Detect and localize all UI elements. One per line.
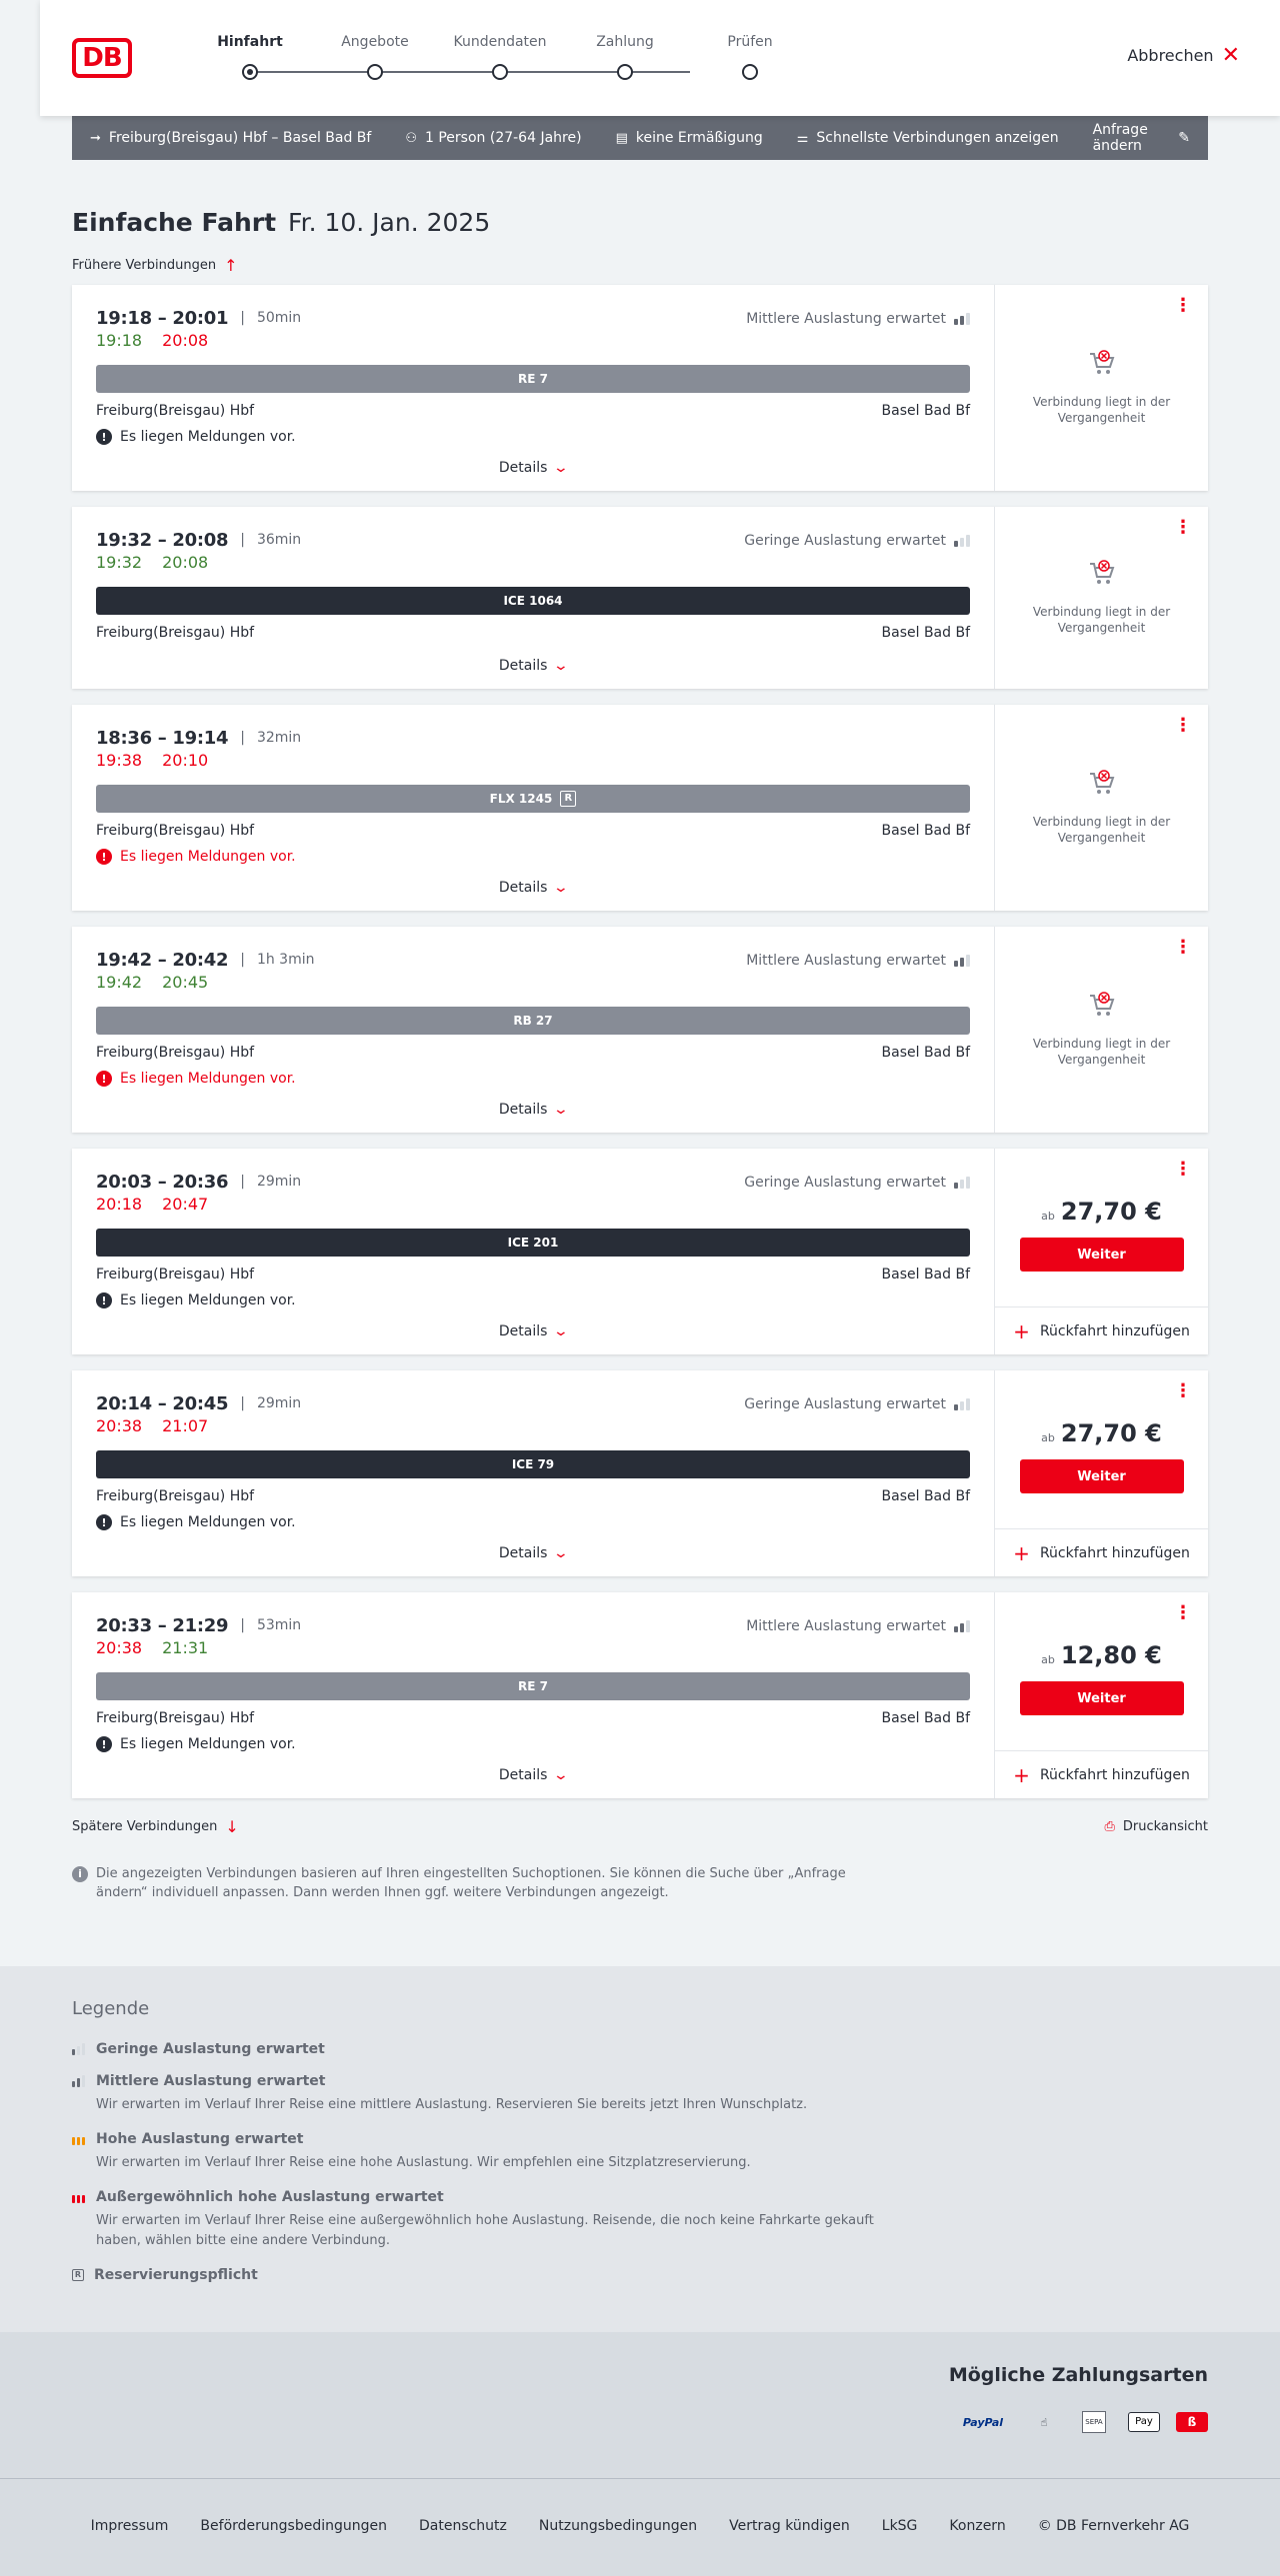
from-station: Freiburg(Breisgau) Hbf bbox=[96, 625, 255, 641]
load-indicator bbox=[744, 533, 970, 549]
plus-icon: + bbox=[1013, 1540, 1030, 1565]
passengers-text: 1 Person (27-64 Jahre) bbox=[425, 130, 582, 146]
step-pruefen[interactable] bbox=[680, 34, 820, 80]
train-bar[interactable] bbox=[96, 365, 970, 393]
connection-card[interactable] bbox=[72, 285, 1208, 491]
messages-text: Es liegen Meldungen vor. bbox=[120, 429, 296, 445]
separator: | bbox=[240, 1174, 245, 1190]
train-name: RE 7 bbox=[518, 372, 548, 386]
realtime-row bbox=[96, 973, 970, 995]
planned-times: 19:18 – 20:01 bbox=[96, 307, 229, 329]
load-text: Geringe Auslastung erwartet bbox=[744, 1175, 946, 1191]
offer-panel bbox=[994, 705, 1208, 911]
extreme-load-icon bbox=[72, 2191, 86, 2203]
messages-notice bbox=[96, 1069, 970, 1089]
load-text: Mittlere Auslastung erwartet bbox=[746, 1618, 946, 1634]
chevron-down-icon: ⌄ bbox=[553, 880, 570, 896]
to-station: Basel Bad Bf bbox=[881, 1267, 970, 1283]
load-text: Mittlere Auslastung erwartet bbox=[746, 953, 946, 969]
train-bar[interactable] bbox=[96, 1672, 970, 1700]
step-label: Zahlung bbox=[596, 34, 654, 50]
duration: 36min bbox=[256, 532, 302, 548]
footer-link-nutzungsbedingungen[interactable]: Nutzungsbedingungen bbox=[538, 2517, 698, 2534]
planned-times: 20:03 – 20:36 bbox=[96, 1171, 229, 1193]
info-icon: i bbox=[72, 1866, 88, 1882]
details-toggle[interactable] bbox=[96, 1320, 970, 1342]
chevron-down-icon: ⌄ bbox=[553, 1323, 570, 1339]
more-options-icon[interactable]: ⋮ bbox=[1174, 1159, 1192, 1180]
train-name: ICE 1064 bbox=[503, 594, 563, 608]
print-view-link[interactable] bbox=[1104, 1819, 1208, 1834]
legend-item-desc: Wir erwarten im Verlauf Ihrer Reise eine außergewöhnlich hohe Auslastung. Reisende, die noch keine Fahrkarte gekauft haben, wählen bitte eine andere Verbindung. bbox=[96, 2213, 874, 2248]
apple-pay-text: Pay bbox=[1128, 2412, 1160, 2432]
chevron-down-icon: ⌄ bbox=[553, 1102, 570, 1118]
print-label: Druckansicht bbox=[1122, 1818, 1208, 1834]
stations-row bbox=[96, 1710, 970, 1730]
messages-text: Es liegen Meldungen vor. bbox=[120, 1071, 296, 1087]
pencil-icon: ✎ bbox=[1178, 130, 1190, 146]
arrow-up-icon: ↑ bbox=[224, 255, 238, 275]
footer-copyright: © DB Fernverkehr AG bbox=[1037, 2517, 1190, 2534]
chevron-down-icon: ⌄ bbox=[553, 1767, 570, 1783]
low-load-icon bbox=[954, 1177, 970, 1189]
chevron-down-icon: ⌄ bbox=[553, 460, 570, 476]
messages-text: Es liegen Meldungen vor. bbox=[120, 1292, 296, 1308]
cart-blocked-icon bbox=[1088, 992, 1116, 1018]
details-toggle[interactable] bbox=[96, 1542, 970, 1564]
messages-text: Es liegen Meldungen vor. bbox=[120, 1736, 296, 1752]
contactless-icon: ☝ bbox=[1040, 2415, 1048, 2429]
card-icon: ▤ bbox=[615, 130, 628, 146]
train-name: RE 7 bbox=[518, 1679, 548, 1693]
duration: 32min bbox=[256, 730, 302, 746]
realtime-departure: 20:38 bbox=[96, 1416, 143, 1435]
legend-item-desc: Wir erwarten im Verlauf Ihrer Reise eine mittlere Auslastung. Reservieren Sie bereits jetzt Ihren Wunschplatz. bbox=[96, 2097, 808, 2112]
load-text: Geringe Auslastung erwartet bbox=[744, 1396, 946, 1412]
duration: 53min bbox=[256, 1617, 302, 1633]
train-bar[interactable] bbox=[96, 1007, 970, 1035]
train-name: FLX 1245 bbox=[489, 792, 553, 806]
to-station: Basel Bad Bf bbox=[881, 1488, 970, 1504]
realtime-arrival: 20:47 bbox=[162, 1195, 209, 1214]
realtime-row bbox=[96, 751, 970, 773]
step-label: Angebote bbox=[341, 34, 409, 50]
footer-link-konzern[interactable]: Konzern bbox=[949, 2517, 1006, 2534]
connection-info bbox=[72, 1370, 994, 1576]
realtime-departure: 19:32 bbox=[96, 553, 143, 572]
page-title-row bbox=[72, 208, 1280, 237]
to-station: Basel Bad Bf bbox=[881, 1045, 970, 1061]
train-name: ICE 201 bbox=[507, 1236, 559, 1250]
messages-text: Es liegen Meldungen vor. bbox=[120, 849, 296, 865]
step-label: Prüfen bbox=[727, 34, 773, 50]
sepa-text: SEPA bbox=[1082, 2411, 1106, 2433]
realtime-row bbox=[96, 1195, 970, 1217]
return-label: Rückfahrt hinzufügen bbox=[1039, 1544, 1190, 1561]
cart-blocked-icon bbox=[1088, 560, 1116, 586]
sepa-icon bbox=[1076, 2410, 1112, 2434]
realtime-departure: 19:38 bbox=[96, 751, 143, 770]
legend-item-title: Mittlere Auslastung erwartet bbox=[96, 2073, 326, 2089]
summary-route[interactable] bbox=[90, 130, 371, 146]
realtime-arrival: 20:08 bbox=[162, 331, 209, 350]
stations-row bbox=[96, 1045, 970, 1065]
messages-notice bbox=[96, 1290, 970, 1310]
legend-item-title: Reservierungspflicht bbox=[94, 2267, 258, 2283]
page-title: Einfache Fahrt bbox=[72, 208, 277, 237]
realtime-row bbox=[96, 553, 970, 575]
legend-title: Legende bbox=[72, 1998, 150, 2019]
details-label: Details bbox=[498, 1102, 548, 1118]
details-label: Details bbox=[498, 880, 548, 896]
footer-link-vertrag-kuendigen[interactable]: Vertrag kündigen bbox=[729, 2517, 850, 2534]
details-label: Details bbox=[498, 658, 548, 674]
summary-passengers[interactable] bbox=[405, 130, 581, 146]
medium-load-icon bbox=[954, 313, 970, 325]
cart-blocked-icon bbox=[1088, 350, 1116, 376]
exclamation-icon: ! bbox=[96, 849, 112, 865]
messages-notice bbox=[96, 1734, 970, 1754]
details-label: Details bbox=[498, 1545, 548, 1561]
connection-card[interactable] bbox=[72, 705, 1208, 911]
separator: | bbox=[240, 1395, 245, 1411]
legend-section bbox=[0, 1966, 1280, 2332]
price-prefix: ab bbox=[1041, 1653, 1055, 1666]
messages-notice bbox=[96, 1512, 970, 1532]
separator: | bbox=[240, 730, 245, 746]
exclamation-icon: ! bbox=[96, 1292, 112, 1308]
messages-notice bbox=[96, 427, 970, 447]
from-station: Freiburg(Breisgau) Hbf bbox=[96, 823, 255, 839]
realtime-departure: 20:38 bbox=[96, 1638, 143, 1657]
offer-panel bbox=[994, 285, 1208, 491]
change-text: Anfrage ändern bbox=[1092, 122, 1148, 154]
return-label: Rückfahrt hinzufügen bbox=[1039, 1766, 1190, 1783]
price-prefix: ab bbox=[1041, 1210, 1055, 1223]
filter-icon: ⚌ bbox=[796, 130, 809, 146]
to-station: Basel Bad Bf bbox=[881, 625, 970, 641]
more-options-icon[interactable]: ⋮ bbox=[1174, 1380, 1192, 1401]
apple-pay-icon bbox=[1126, 2410, 1162, 2434]
exclamation-icon: ! bbox=[96, 1514, 112, 1530]
price-value: 12,80 € bbox=[1060, 1641, 1162, 1669]
high-load-icon bbox=[72, 2133, 86, 2145]
more-options-icon[interactable]: ⋮ bbox=[1174, 1602, 1192, 1623]
realtime-departure: 19:42 bbox=[96, 973, 143, 992]
continue-button[interactable]: Weiter bbox=[1020, 1681, 1184, 1715]
connection-info bbox=[72, 507, 994, 689]
step-dot bbox=[242, 64, 258, 80]
connection-list bbox=[72, 285, 1208, 1798]
realtime-row bbox=[96, 331, 970, 353]
payment-icons bbox=[954, 2410, 1208, 2434]
add-return-button[interactable] bbox=[995, 1306, 1208, 1354]
more-options-icon[interactable]: ⋮ bbox=[1174, 517, 1192, 538]
exclamation-icon: ! bbox=[96, 1071, 112, 1087]
route-text: Freiburg(Breisgau) Hbf – Basel Bad Bf bbox=[108, 130, 372, 146]
train-bar[interactable] bbox=[96, 785, 970, 813]
footer-link-impressum[interactable]: Impressum bbox=[90, 2517, 169, 2534]
load-indicator bbox=[746, 1618, 970, 1634]
legend-item-title: Geringe Auslastung erwartet bbox=[96, 2041, 325, 2057]
exclamation-icon: ! bbox=[96, 1736, 112, 1752]
discount-text: keine Ermäßigung bbox=[635, 130, 763, 146]
to-station: Basel Bad Bf bbox=[881, 1710, 970, 1726]
past-text: Verbindung liegt in der Vergangenheit bbox=[1032, 815, 1171, 845]
info-text: Die angezeigten Verbindungen basieren auf Ihren eingestellten Suchoptionen. Sie können die Suche über „Anfrage ändern“ individuell anpassen. Dann werden Ihnen ggf. weitere Verbindungen angezeigt. bbox=[96, 1866, 846, 1900]
duration: 29min bbox=[256, 1395, 302, 1411]
chevron-down-icon: ⌄ bbox=[553, 1545, 570, 1561]
details-toggle[interactable] bbox=[96, 1099, 970, 1121]
earlier-connections-link[interactable] bbox=[72, 255, 1280, 275]
planned-times-row bbox=[96, 727, 970, 749]
messages-notice bbox=[96, 847, 970, 867]
planned-times: 19:32 – 20:08 bbox=[96, 529, 229, 551]
realtime-departure: 20:18 bbox=[96, 1195, 143, 1214]
stations-row bbox=[96, 823, 970, 843]
past-text: Verbindung liegt in der Vergangenheit bbox=[1032, 1037, 1171, 1067]
continue-button[interactable]: Weiter bbox=[1020, 1238, 1184, 1272]
price-value: 27,70 € bbox=[1060, 1198, 1162, 1226]
connection-info bbox=[72, 927, 994, 1133]
paypal-icon: PayPal bbox=[962, 2415, 1004, 2429]
step-dot bbox=[742, 64, 758, 80]
legend-item-title: Hohe Auslastung erwartet bbox=[96, 2131, 304, 2147]
stations-row bbox=[96, 1267, 970, 1287]
step-dot bbox=[492, 64, 508, 80]
details-label: Details bbox=[498, 1323, 548, 1339]
past-text: Verbindung liegt in der Vergangenheit bbox=[1032, 605, 1171, 635]
more-options-icon[interactable]: ⋮ bbox=[1174, 295, 1192, 316]
planned-times: 19:42 – 20:42 bbox=[96, 949, 229, 971]
cart-blocked-icon bbox=[1088, 770, 1116, 796]
connection-card[interactable] bbox=[72, 1370, 1208, 1576]
from-station: Freiburg(Breisgau) Hbf bbox=[96, 1710, 255, 1726]
duration: 29min bbox=[256, 1174, 302, 1190]
connection-info bbox=[72, 285, 994, 491]
summary-options[interactable] bbox=[797, 130, 1059, 146]
to-station: Basel Bad Bf bbox=[881, 823, 970, 839]
details-label: Details bbox=[498, 460, 548, 476]
step-label: Hinfahrt bbox=[217, 34, 283, 50]
duration: 50min bbox=[256, 310, 302, 326]
footer-link-datenschutz[interactable]: Datenschutz bbox=[418, 2517, 507, 2534]
duration: 1h 3min bbox=[256, 952, 315, 968]
arrow-down-icon: ↓ bbox=[225, 1816, 239, 1836]
earlier-label: Frühere Verbindungen bbox=[72, 257, 217, 273]
separator: | bbox=[240, 532, 245, 548]
db-card-icon bbox=[1176, 2410, 1208, 2434]
footer bbox=[0, 2478, 1280, 2576]
from-station: Freiburg(Breisgau) Hbf bbox=[96, 1045, 255, 1061]
separator: | bbox=[240, 310, 245, 326]
details-label: Details bbox=[498, 1767, 548, 1783]
offer-panel bbox=[994, 1592, 1208, 1798]
realtime-arrival: 20:08 bbox=[162, 553, 209, 572]
exclamation-icon: ! bbox=[96, 429, 112, 445]
load-indicator bbox=[746, 953, 970, 969]
train-bar[interactable] bbox=[96, 587, 970, 615]
step-dot bbox=[617, 64, 633, 80]
load-indicator bbox=[744, 1396, 970, 1412]
separator: | bbox=[240, 1617, 245, 1633]
connection-info bbox=[72, 1592, 994, 1798]
return-label: Rückfahrt hinzufügen bbox=[1039, 1322, 1190, 1339]
person-icon: ⚇ bbox=[405, 130, 417, 146]
change-request-button[interactable] bbox=[1093, 122, 1190, 154]
details-toggle[interactable] bbox=[96, 457, 970, 479]
continue-button[interactable]: Weiter bbox=[1020, 1459, 1184, 1493]
printer-icon: ⎙ bbox=[1104, 1818, 1115, 1834]
step-kundendaten[interactable] bbox=[430, 34, 570, 80]
realtime-row bbox=[96, 1638, 970, 1660]
summary-discount[interactable] bbox=[616, 130, 763, 146]
details-toggle[interactable] bbox=[96, 655, 970, 677]
chevron-down-icon: ⌄ bbox=[553, 658, 570, 674]
db-card-mark: ß bbox=[1176, 2412, 1208, 2432]
add-return-button[interactable] bbox=[995, 1528, 1208, 1576]
to-station: Basel Bad Bf bbox=[881, 403, 970, 419]
connection-info bbox=[72, 1149, 994, 1354]
footer-link-befoerderungsbedingungen[interactable]: Beförderungsbedingungen bbox=[200, 2517, 387, 2534]
legend-item-desc: Wir erwarten im Verlauf Ihrer Reise eine hohe Auslastung. Wir empfehlen eine Sitzplatzreservierung. bbox=[96, 2155, 751, 2170]
progress-steps bbox=[180, 34, 773, 84]
plus-icon: + bbox=[1013, 1762, 1030, 1787]
payment-methods-section bbox=[0, 2332, 1280, 2478]
step-zahlung[interactable] bbox=[555, 34, 695, 80]
medium-load-icon bbox=[954, 1620, 970, 1632]
load-indicator bbox=[746, 311, 970, 327]
realtime-row bbox=[96, 1416, 970, 1438]
separator: | bbox=[240, 952, 245, 968]
price bbox=[1041, 1419, 1162, 1447]
step-angebote[interactable] bbox=[305, 34, 445, 80]
low-load-icon bbox=[954, 535, 970, 547]
realtime-arrival: 21:31 bbox=[162, 1638, 209, 1657]
planned-times: 20:14 – 20:45 bbox=[96, 1392, 229, 1414]
low-load-icon bbox=[954, 1398, 970, 1410]
reservation-required-icon: R bbox=[72, 2269, 84, 2281]
messages-text: Es liegen Meldungen vor. bbox=[120, 1514, 296, 1530]
from-station: Freiburg(Breisgau) Hbf bbox=[96, 1267, 255, 1283]
planned-times: 18:36 – 19:14 bbox=[96, 727, 229, 749]
connection-card[interactable] bbox=[72, 927, 1208, 1133]
step-label: Kundendaten bbox=[453, 34, 547, 50]
step-hinfahrt[interactable] bbox=[180, 34, 320, 80]
connection-info bbox=[72, 705, 994, 911]
low-load-icon bbox=[72, 2043, 86, 2055]
stations-row bbox=[96, 1488, 970, 1508]
db-logo[interactable]: DB bbox=[72, 38, 132, 78]
details-toggle[interactable] bbox=[96, 877, 970, 899]
load-indicator bbox=[744, 1175, 970, 1191]
realtime-arrival: 20:10 bbox=[162, 751, 209, 770]
later-connections-link[interactable] bbox=[72, 1817, 239, 1836]
footer-link-lksg[interactable]: LkSG bbox=[881, 2517, 918, 2534]
details-toggle[interactable] bbox=[96, 1764, 970, 1786]
from-station: Freiburg(Breisgau) Hbf bbox=[96, 1488, 255, 1504]
travel-date: Fr. 10. Jan. 2025 bbox=[288, 208, 491, 237]
realtime-departure: 19:18 bbox=[96, 331, 143, 350]
connection-card[interactable] bbox=[72, 507, 1208, 689]
more-options-icon[interactable]: ⋮ bbox=[1174, 715, 1192, 736]
plus-icon: + bbox=[1013, 1318, 1030, 1343]
cancel-label: Abbrechen bbox=[1127, 46, 1214, 65]
offer-panel bbox=[994, 1370, 1208, 1576]
later-label: Spätere Verbindungen bbox=[72, 1818, 218, 1834]
price-prefix: ab bbox=[1041, 1431, 1055, 1444]
connection-card[interactable] bbox=[72, 1592, 1208, 1798]
legend-item bbox=[72, 2073, 1208, 2115]
load-text: Geringe Auslastung erwartet bbox=[744, 533, 946, 549]
legend-item bbox=[72, 2041, 1208, 2057]
arrow-right-icon: ➞ bbox=[90, 130, 101, 146]
medium-load-icon bbox=[72, 2075, 86, 2087]
price bbox=[1041, 1198, 1162, 1226]
header bbox=[40, 0, 1280, 116]
stations-row bbox=[96, 403, 970, 423]
legend-item bbox=[72, 2267, 1208, 2283]
train-name: ICE 79 bbox=[511, 1457, 555, 1471]
info-note bbox=[72, 1864, 852, 1902]
offer-panel bbox=[994, 1149, 1208, 1354]
train-bar[interactable] bbox=[96, 1450, 970, 1478]
legend-item-title: Außergewöhnlich hohe Auslastung erwartet bbox=[96, 2189, 444, 2205]
planned-times: 20:33 – 21:29 bbox=[96, 1614, 229, 1636]
medium-load-icon bbox=[954, 955, 970, 967]
close-icon: ✕ bbox=[1221, 42, 1240, 68]
offer-panel bbox=[994, 507, 1208, 689]
more-options-icon[interactable]: ⋮ bbox=[1174, 937, 1192, 958]
later-row bbox=[72, 1814, 1208, 1838]
realtime-arrival: 21:07 bbox=[162, 1416, 209, 1435]
stations-row bbox=[96, 625, 970, 645]
price bbox=[1041, 1641, 1162, 1669]
price-value: 27,70 € bbox=[1060, 1419, 1162, 1447]
load-text: Mittlere Auslastung erwartet bbox=[746, 311, 946, 327]
options-text: Schnellste Verbindungen anzeigen bbox=[816, 130, 1059, 146]
offer-panel bbox=[994, 927, 1208, 1133]
step-dot bbox=[367, 64, 383, 80]
realtime-arrival: 20:45 bbox=[162, 973, 209, 992]
payment-title: Mögliche Zahlungsarten bbox=[948, 2364, 1208, 2386]
search-summary-bar bbox=[72, 116, 1208, 160]
train-name: RB 27 bbox=[513, 1014, 553, 1028]
cancel-button[interactable] bbox=[1127, 42, 1240, 68]
legend-item bbox=[72, 2131, 1208, 2173]
past-text: Verbindung liegt in der Vergangenheit bbox=[1032, 395, 1171, 425]
reservation-required-icon: R bbox=[560, 791, 576, 807]
legend-item bbox=[72, 2189, 1208, 2251]
train-bar[interactable] bbox=[96, 1229, 970, 1257]
connection-card[interactable] bbox=[72, 1149, 1208, 1354]
from-station: Freiburg(Breisgau) Hbf bbox=[96, 403, 255, 419]
add-return-button[interactable] bbox=[995, 1750, 1208, 1798]
